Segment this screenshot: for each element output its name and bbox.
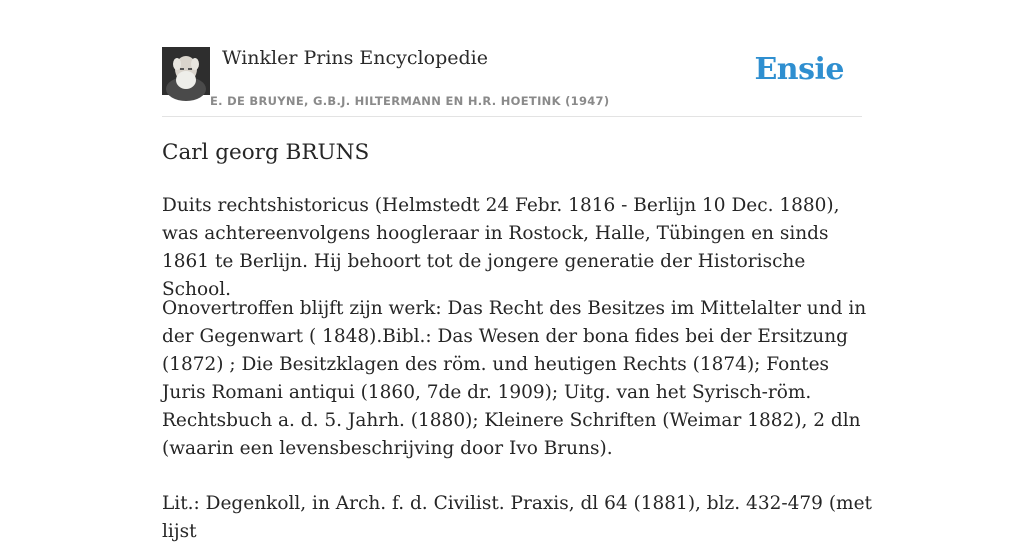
article-paragraph: Duits rechtshistoricus (Helmstedt 24 Febr. 1816 - Berlijn 10 Dec. 1880), was achtereenvolgens hoogleraar in Rostock, Halle, Tübingen en sinds 1861 te Berlijn. Hij behoort tot de jongere generatie der Historische School. [162, 195, 840, 300]
source-header [162, 44, 862, 117]
source-authors: E. DE BRUYNE, G.B.J. HILTERMANN EN H.R. HOETINK (1947) [210, 94, 610, 108]
article-title: Carl georg BRUNS [162, 140, 370, 165]
article-paragraph: Lit.: Degenkoll, in Arch. f. d. Civilist. Praxis, dl 64 (1881), blz. 432-479 (met lijst [162, 493, 872, 542]
ensie-logo-link[interactable]: Ensie [754, 52, 844, 87]
author-avatar [162, 47, 210, 95]
author-portrait-icon [162, 47, 210, 95]
article-paragraph: Onovertroffen blijft zijn werk: Das Recht des Besitzes im Mittelalter und in der Gegenwart ( 1848).Bibl.: Das Wesen der bona fides bei der Ersitzung (1872) ; Die Besitzklagen des röm. und heutigen Rechts (1874); Fontes Juris Romani antiqui (1860, 7de dr. 1909); Uitg. van het Syrisch-röm. Rechtsbuch a. d. 5. Jahrh. (1880); Kleinere Schriften (Weimar 1882), 2 dln (waarin een levensbeschrijving door Ivo Bruns). [162, 298, 867, 459]
source-title[interactable]: Winkler Prins Encyclopedie [222, 47, 488, 69]
